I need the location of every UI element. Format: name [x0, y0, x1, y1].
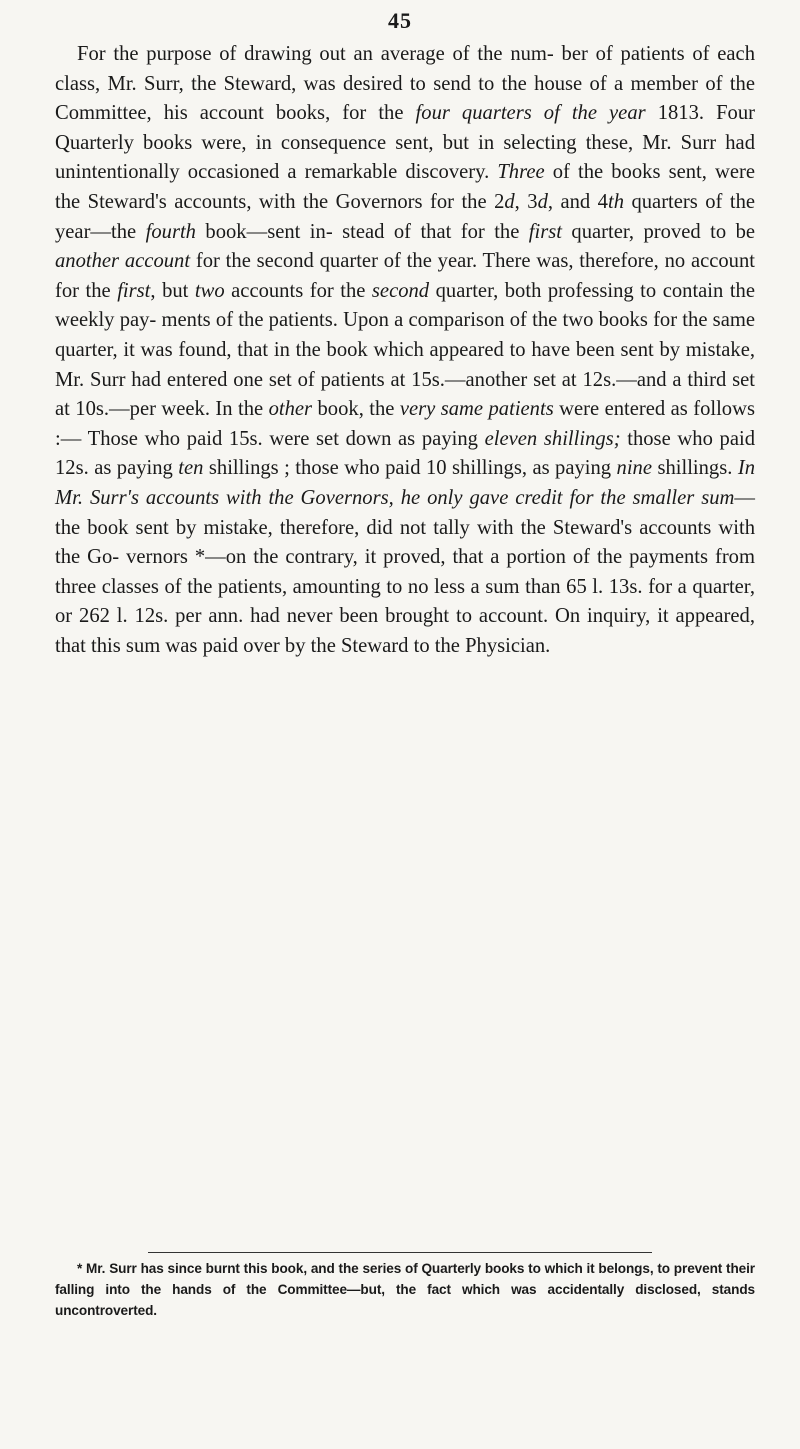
- italic-phrase: fourth: [145, 220, 196, 243]
- italic-phrase: d: [537, 190, 548, 213]
- italic-phrase: eleven shillings;: [484, 427, 621, 450]
- text-run: for the second quarter of the year. There was, therefore, no account for the: [55, 250, 755, 302]
- italic-phrase: first: [117, 279, 151, 302]
- text-run: , but: [150, 279, 195, 302]
- text-run: of the books sent, were the Steward's accounts, with the Governors for the 2: [55, 161, 756, 213]
- italic-phrase: nine: [616, 457, 652, 480]
- text-run: shillings.: [652, 457, 738, 480]
- text-run: those who paid 12s. as paying: [55, 427, 755, 480]
- text-run: , 3: [514, 190, 538, 213]
- italic-phrase: In Mr. Surr's accounts with the Governors, he only gave credit for the smaller sum: [55, 457, 755, 509]
- footnote-text: * Mr. Surr has since burnt this book, and the series of Quarterly books to which it belongs, to prevent their falling into the hands of the Committee—but, the fact which was accidentally disclosed, stands uncontroverted.: [55, 1261, 755, 1318]
- text-run: 1813. Four Quarterly books were, in consequence sent, but in selecting these, Mr. Surr had unintentionally occasioned a remarkable discovery.: [55, 102, 755, 184]
- italic-phrase: ten: [178, 457, 204, 480]
- text-run: book—sent in- stead of that for the: [195, 220, 529, 243]
- italic-phrase: four quarters of the year: [415, 102, 646, 125]
- text-run: book, the: [312, 398, 400, 421]
- text-run: shillings ; those who paid 10 shillings, as paying: [203, 457, 617, 480]
- text-run: , and 4: [547, 190, 608, 213]
- text-run: quarter, both professing to contain the weekly pay- ments of the patients. Upon a comparison of the two books for the same quarter, it was found, that in the book which appeared to have been sent by mistake, Mr. Surr had entered one set of patients at 15s.—another set at 12s.—and a third set at 10s.—per week. In the: [55, 279, 755, 421]
- italic-phrase: two: [194, 279, 225, 302]
- italic-phrase: very same patients: [399, 398, 554, 421]
- text-run: quarters of the year—the: [55, 190, 756, 243]
- footnote: [55, 1258, 755, 1321]
- page-number: 45: [388, 8, 412, 33]
- italic-phrase: Three: [497, 161, 545, 184]
- text-run: —the book sent by mistake, therefore, did not tally with the Steward's accounts with the Go- vernors *—on the contrary, it proved, that a portion of the payments from three classes of the patients, amounting to no less a sum than 65 l. 13s. for a quarter, or 262 l. 12s. per ann. had never been brought to account. On inquiry, it appeared, that this sum was paid over by the Steward to the Physician.: [55, 486, 755, 657]
- main-paragraph: [55, 40, 755, 661]
- italic-phrase: another account: [55, 250, 191, 273]
- body-text: [55, 40, 755, 661]
- text-run: accounts for the: [224, 279, 372, 302]
- footnote-divider: [148, 1252, 652, 1253]
- text-run: For the purpose of drawing out an average of the num- ber of patients of each class, Mr. Surr, the Steward, was desired to send to the house of a member of the Committee, his account books, for the: [55, 43, 755, 125]
- italic-phrase: first: [528, 220, 562, 243]
- italic-phrase: th: [607, 190, 624, 213]
- text-run: quarter, proved to be: [562, 220, 756, 243]
- italic-phrase: other: [268, 398, 313, 421]
- italic-phrase: second: [371, 279, 430, 302]
- italic-phrase: d: [504, 190, 515, 213]
- text-run: were entered as follows :— Those who paid 15s. were set down as paying: [55, 398, 755, 450]
